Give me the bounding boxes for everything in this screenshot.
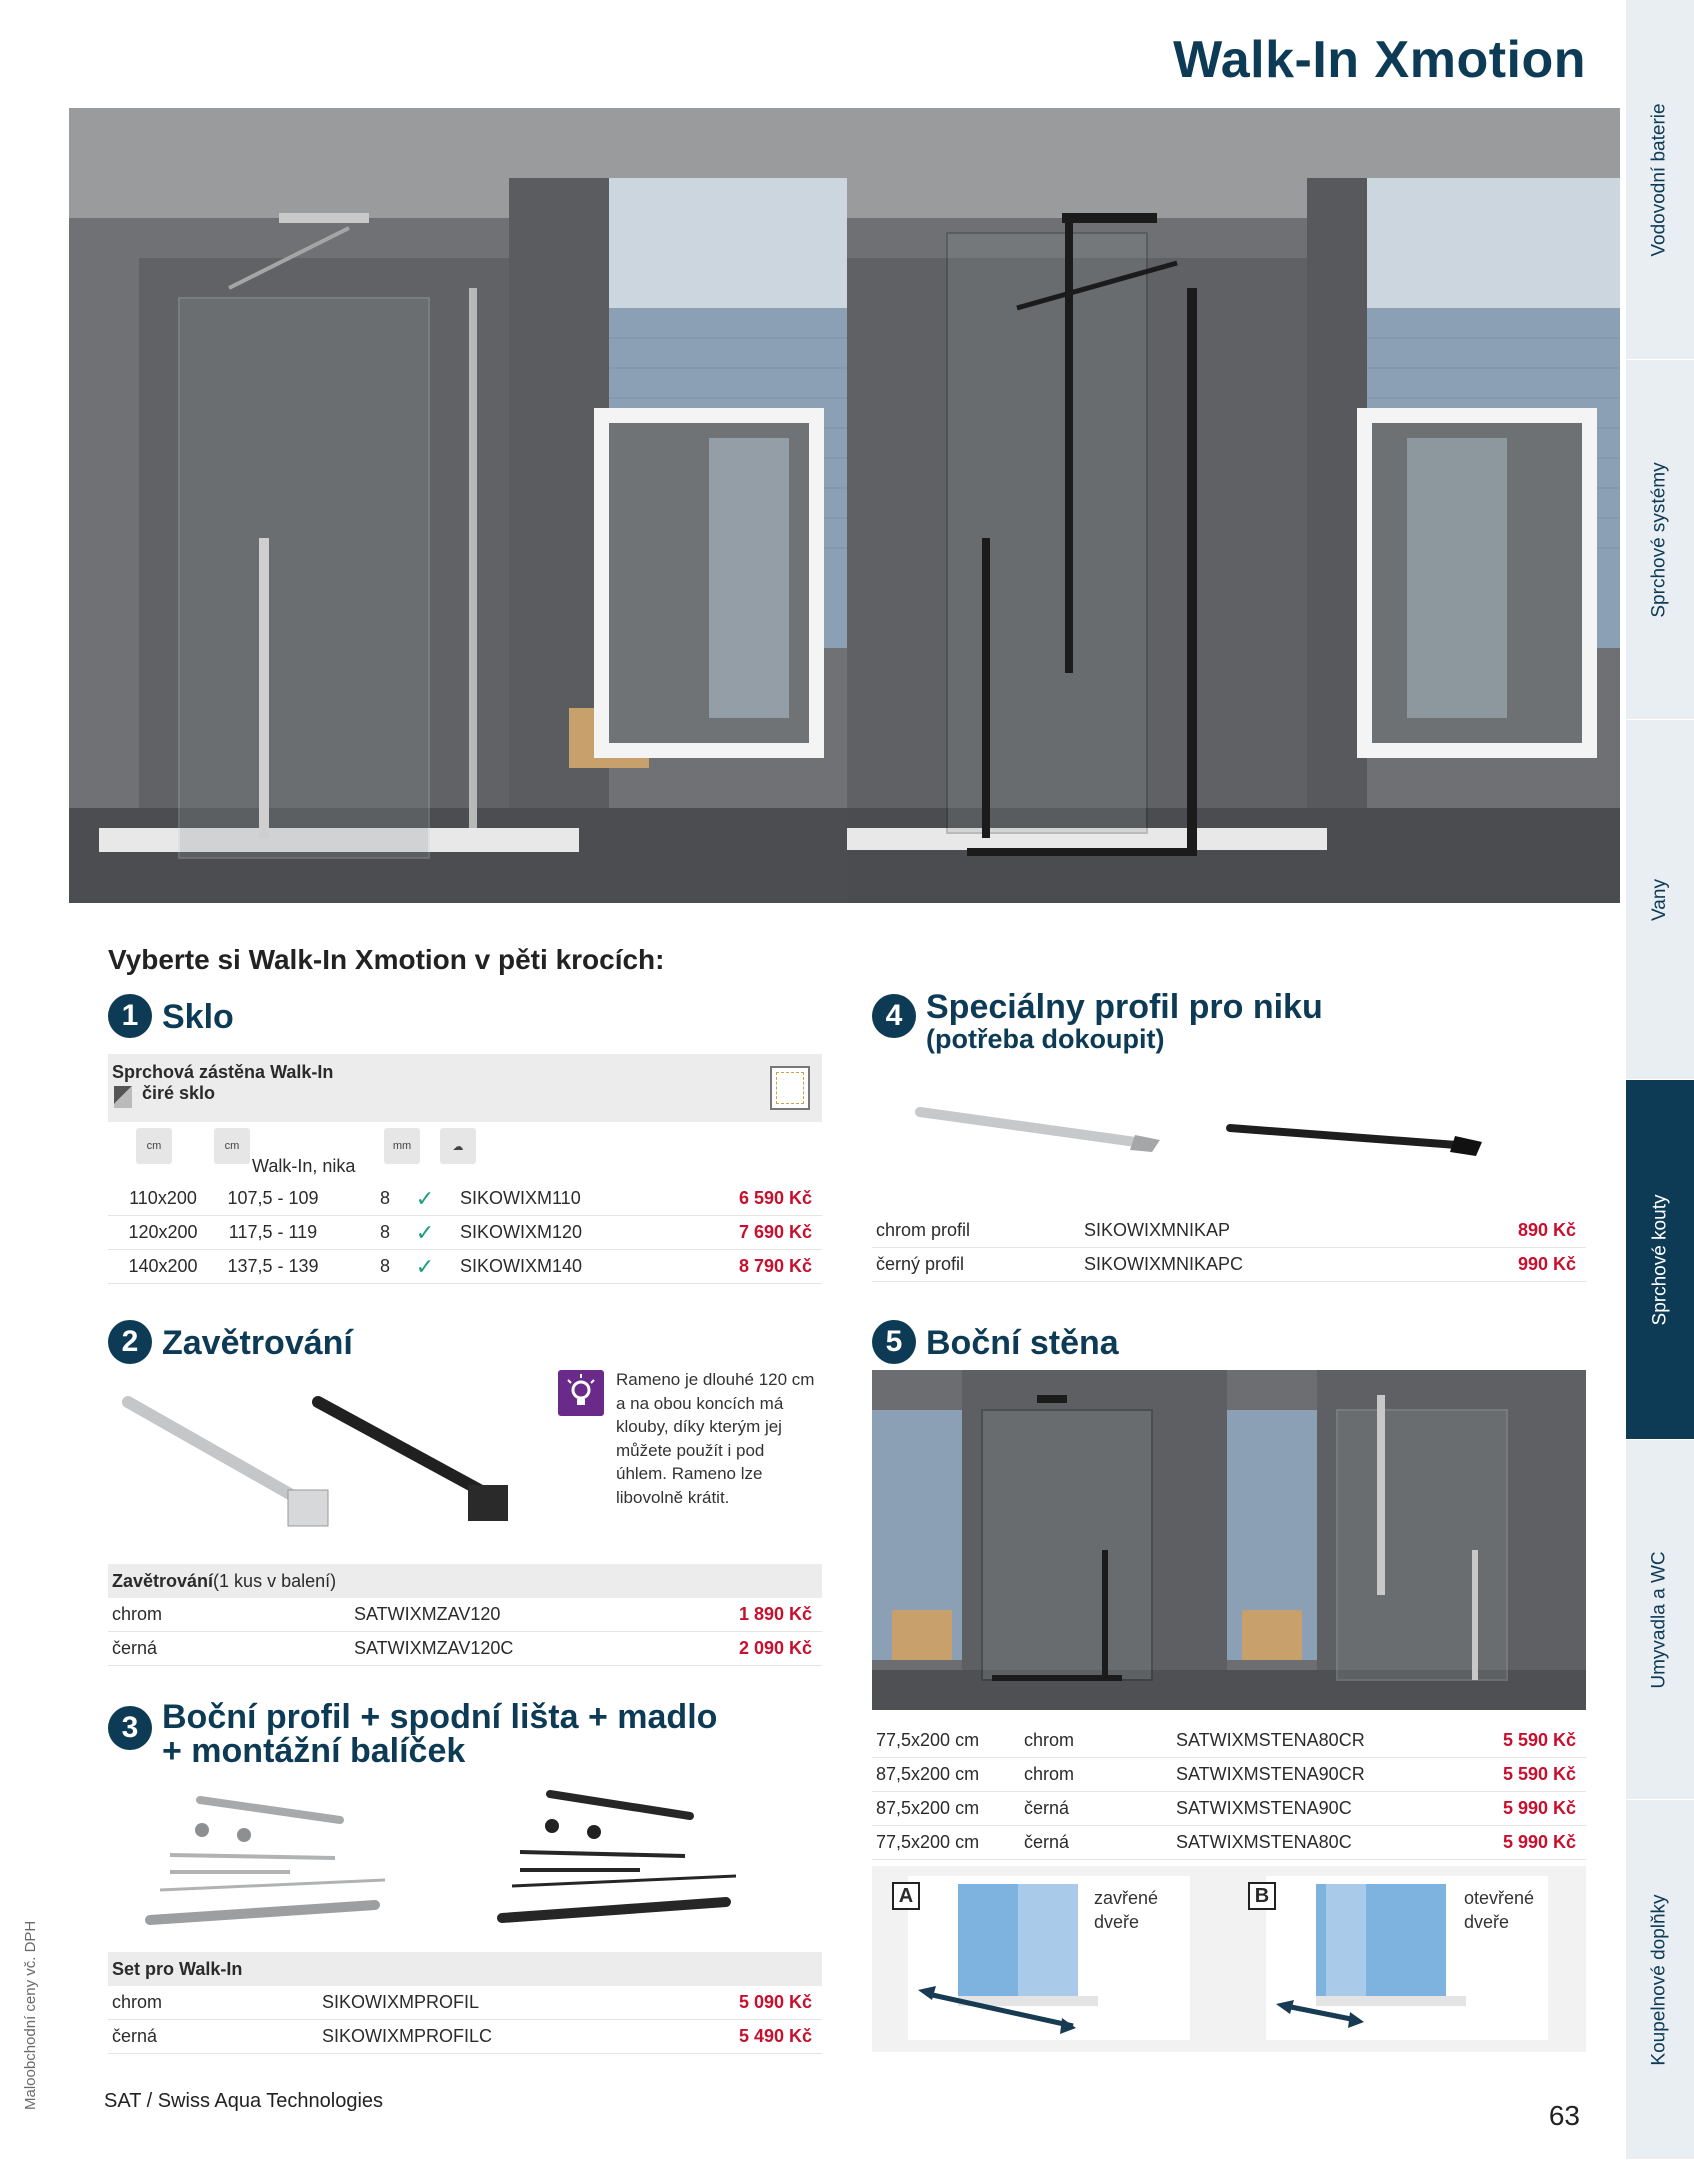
sidebar [1626, 0, 1694, 2160]
step1-heading [108, 994, 234, 1038]
table-row: 77,5x200 cm chrom SATWIXMSTENA80CR 5 590 Kč [872, 1724, 1586, 1758]
step2-number: 2 [108, 1320, 152, 1364]
step5-table [872, 1724, 1586, 1860]
step1-number: 1 [108, 994, 152, 1038]
sidebar-tab-vany[interactable]: Vany [1626, 720, 1694, 1080]
step4-title: Speciálny profil pro niku [926, 988, 1323, 1026]
table-header: Set pro Walk-In [108, 1952, 822, 1986]
step3-title-line2: + montážní balíček [162, 1732, 466, 1770]
step5-number: 5 [872, 1320, 916, 1364]
step4-number: 4 [872, 994, 916, 1038]
table-row: 120x200 117,5 - 119 8 ✓ SIKOWIXM120 7 690 Kč [108, 1216, 822, 1250]
step3-title-line1: Boční profil + spodní lišta + madlo [162, 1698, 718, 1736]
hero-photo-chrome [69, 108, 847, 903]
legend-letter-a: A [892, 1882, 920, 1910]
table-row: 110x200 107,5 - 109 8 ✓ SIKOWIXM110 6 590 Kč [108, 1182, 822, 1216]
step2-table [108, 1564, 822, 1666]
product-name: Sprchová zástěna Walk-In [112, 1062, 334, 1082]
walkin-label: Walk-In, nika [252, 1156, 356, 1176]
step3-number: 3 [108, 1706, 152, 1750]
table-row: 77,5x200 cm černá SATWIXMSTENA80C 5 990 Kč [872, 1826, 1586, 1860]
table-row: 140x200 137,5 - 139 8 ✓ SIKOWIXM140 8 790 Kč [108, 1250, 822, 1284]
sidebar-tab-sprchove-systemy[interactable]: Sprchové systémy [1626, 360, 1694, 720]
step4-table [872, 1214, 1586, 1282]
coating-icon: ☁ [440, 1128, 476, 1164]
step2-heading [108, 1320, 353, 1364]
table-header: Zavětrování (1 kus v balení) [108, 1564, 822, 1598]
table-row: 87,5x200 cm černá SATWIXMSTENA90C 5 990 Kč [872, 1792, 1586, 1826]
step1-title: Sklo [162, 998, 234, 1036]
niche-profile-image [910, 1090, 1500, 1170]
intro-heading: Vyberte si Walk-In Xmotion v pěti krocích: [108, 944, 665, 975]
glass-type: čiré sklo [142, 1083, 216, 1103]
step5-title: Boční stěna [926, 1324, 1119, 1362]
side-wall-photos [872, 1370, 1586, 1710]
legend-label-b: otevřené dveře [1464, 1888, 1535, 1932]
table-row: chrom SIKOWIXMPROFIL 5 090 Kč [108, 1986, 822, 2020]
table-row: chrom SATWIXMZAV120 1 890 Kč [108, 1598, 822, 1632]
tip-text: Rameno je dlouhé 120 cm a na obou koncích má klouby, díky kterým jej můžete použít i pod úhlem. Rameno lze libovolně krátit. [616, 1370, 815, 1507]
table-row: černá SATWIXMZAV120C 2 090 Kč [108, 1632, 822, 1666]
check-icon: ✓ [415, 1253, 435, 1279]
step1-icon-row [108, 1128, 822, 1174]
profile-set-image [140, 1780, 760, 1930]
step3-heading [108, 1700, 717, 1768]
glass-swatch-icon [114, 1086, 132, 1108]
legend-letter-b: B [1248, 1882, 1276, 1910]
frame-icon [770, 1066, 810, 1110]
step4-heading [872, 990, 1323, 1055]
sidebar-tab-koupelnove-doplnky[interactable]: Koupelnové doplňky [1626, 1800, 1694, 2160]
sidebar-tab-vodovodni-baterie[interactable]: Vodovodní baterie [1626, 0, 1694, 360]
hero-photo-black [847, 108, 1620, 903]
lightbulb-icon [558, 1370, 604, 1416]
step1-table-header [108, 1054, 822, 1122]
table-row: 87,5x200 cm chrom SATWIXMSTENA90CR 5 590 Kč [872, 1758, 1586, 1792]
sidebar-tab-sprchove-kouty[interactable]: Sprchové kouty [1626, 1080, 1694, 1440]
check-icon: ✓ [415, 1185, 435, 1211]
step3-table [108, 1952, 822, 2054]
price-note: Maloobchodní ceny vč. DPH [22, 1920, 39, 2110]
step2-title: Zavětrování [162, 1324, 353, 1362]
step5-heading [872, 1320, 1119, 1364]
wind-brace-image [118, 1390, 538, 1540]
page-number: 63 [1548, 2100, 1580, 2131]
page-title: Walk-In Xmotion [1173, 31, 1586, 89]
table-row: černá SIKOWIXMPROFILC 5 490 Kč [108, 2020, 822, 2054]
thickness-icon: mm [384, 1128, 420, 1164]
step4-subtitle: (potřeba dokoupit) [926, 1024, 1165, 1054]
table-row: černý profil SIKOWIXMNIKAPC 990 Kč [872, 1248, 1586, 1282]
width-icon: cm [136, 1128, 172, 1164]
step1-table [108, 1182, 822, 1284]
sidebar-tab-umyvadla-a-wc[interactable]: Umyvadla a WC [1626, 1440, 1694, 1800]
niche-width-icon: cm [214, 1128, 250, 1164]
check-icon: ✓ [415, 1219, 435, 1245]
footer-brand: SAT / Swiss Aqua Technologies [104, 2090, 384, 2112]
legend-label-a: zavřené dveře [1094, 1888, 1159, 1932]
table-row: chrom profil SIKOWIXMNIKAP 890 Kč [872, 1214, 1586, 1248]
